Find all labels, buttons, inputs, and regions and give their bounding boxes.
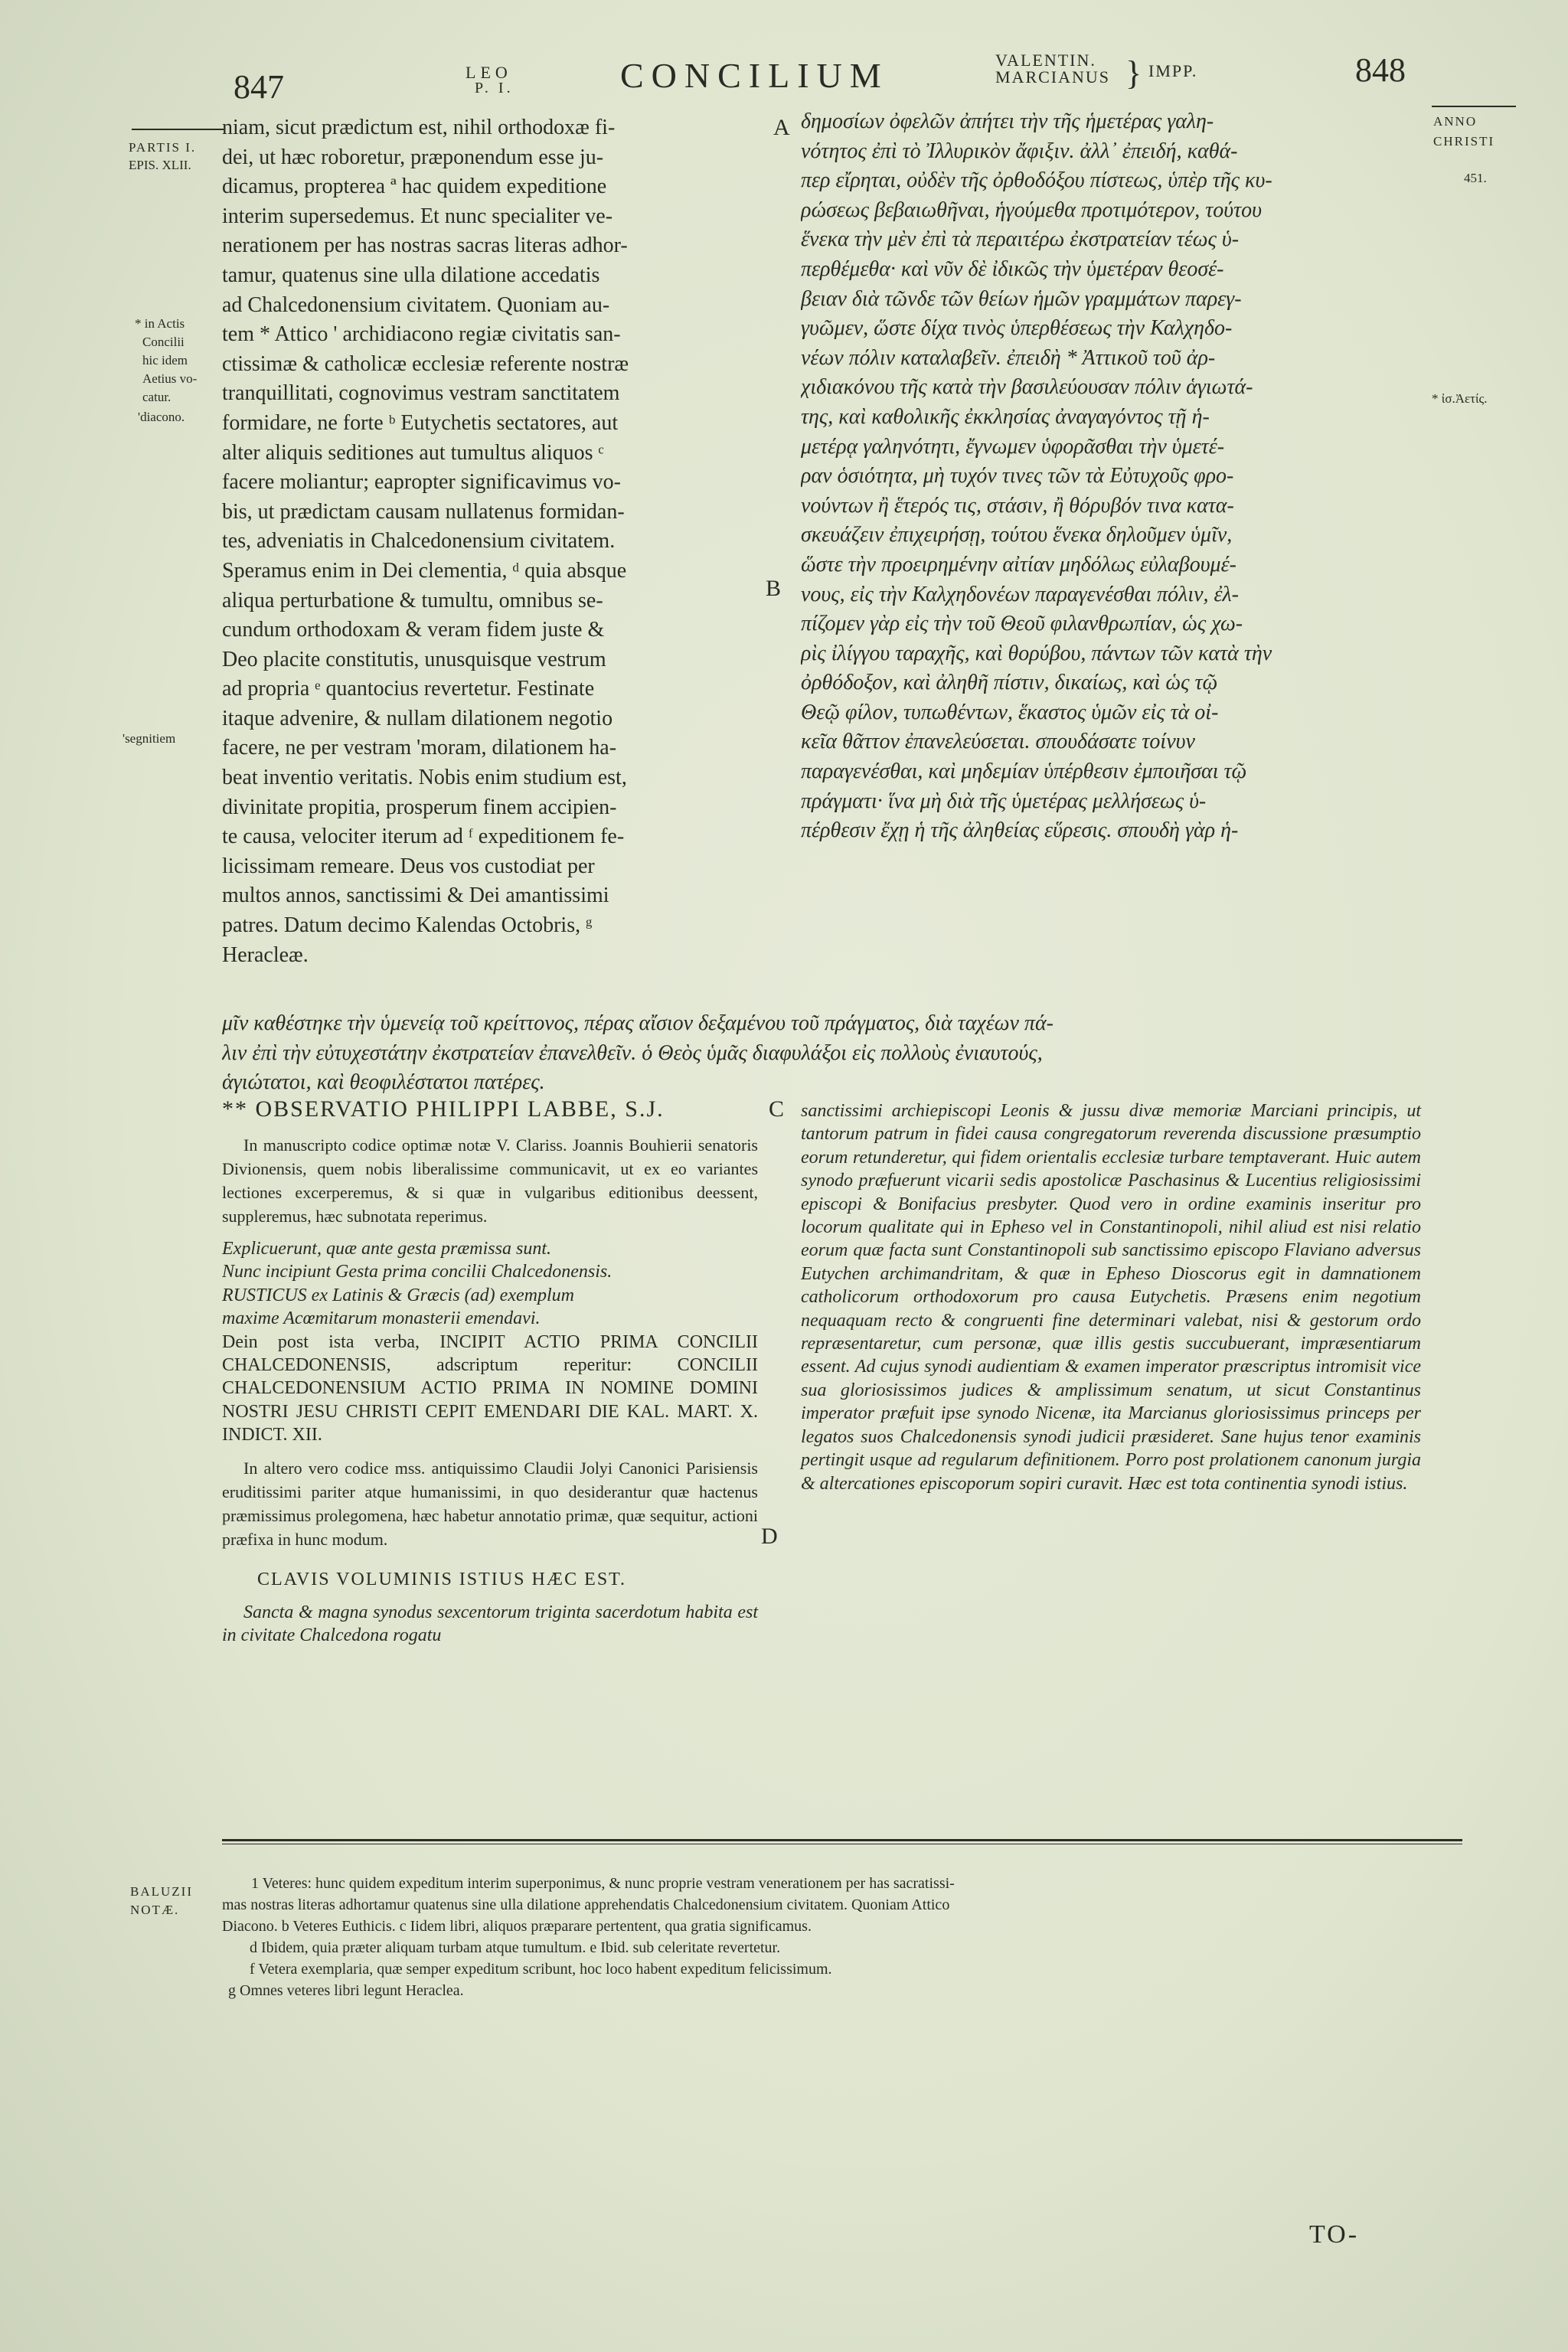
notes-label-notae: NOTÆ. — [130, 1903, 180, 1917]
text-line: tranquillitati, cognovimus vestram sanctitatem — [222, 381, 620, 406]
text-line: της, καὶ καθολικῆς ἐκκλησίας ἀναγαγόντος τῇ ἡ- — [801, 404, 1210, 429]
text-line: σκευάζειν ἐπιχειρήσῃ, τούτου ἕνεκα δηλοῦμεν ὑμῖν, — [801, 523, 1233, 547]
right-italic-column: sanctissimi archiepiscopi Leonis & jussu divæ memoriæ Marciani principis, ut tantorum patrum in fidei causa congregatorum reverenda discussione præsumptio eorum retunderetur, qui fidem orientalis ecclesiæ turbare temptaverant. Huic autem synodo præfuerunt vicarii sedis apostolicæ Paschasinus & Lucentius religiosissimi episcopi & Bonifacius presbyter. Quod vero in ordine examinis inseritur pro locorum qualitate qui in Epheso vel in Constantinopoli, nihil aliud est nisi relatio eorum quæ facta sunt Constantinopoli sub sanctissimo episcopo Flaviano adversus Eutychen archimandritam, & quæ in Epheso Dioscorus egit in damnationem catholicorum orthodoxorum pro causa Eutychetis. Præsens enim negotium nequaquam recto & congruenti fine determinari valebat, nisi & gestorum ordo repræsentaretur, cum personæ, quæ illis gestis succubuerant, impræsentiarum essent. Ad cujus synodi audientiam & examen imperator præscriptus intromisit vice sua gloriosissimos judices & amplissimum senatum, ut sicut Constantinus imperator præfuit ipse synodo Nicenæ, ita Marcianus gloriosissimus princeps per legatos suos Chalcedonensis synodi judicii præsideret. Sane hujus tenor examinis pertingit usque ad regularum definitionem. Porro post prolationem canonum jurgia & altercationes episcoporum sopiri curavit. Hæc est tota continentia synodi istius. — [801, 1101, 1421, 1494]
observatio-para1: In manuscripto codice optimæ notæ V. Clariss. Joannis Bouhierii senatoris Divionensis, quem nobis liberalissime communicavit, ut ex eo variantes lectiones excerperemus, & si quæ in vulgaribus editionibus deessent, suppleremus, hæc subnotata reperimus. — [222, 1135, 758, 1226]
text-line: περ εἴρηται, οὐδὲν τῆς ὀρθοδόξου πίστεως, ὑπὲρ τῆς κυ- — [801, 168, 1272, 193]
margin-christi: CHRISTI — [1433, 134, 1495, 149]
text-line: te causa, velociter iterum ad ᶠ expeditionem fe- — [222, 825, 625, 849]
text-line: interim supersedemus. Et nunc specialiter ve- — [222, 204, 613, 228]
text-line: niam, sicut prædictum est, nihil orthodoxæ fi- — [222, 116, 616, 139]
text-line: νέων πόλιν καταλαβεῖν. ἐπειδὴ * Ἀττικοῦ τοῦ ἀρ- — [801, 345, 1216, 370]
running-head-leo: LEO — [466, 63, 512, 82]
text-line: γυῶμεν, ὥστε δίχα τινὸς ὑπερθέσεως τὴν Καλχηδο- — [801, 316, 1233, 341]
text-line: beat inventio veritatis. Nobis enim studium est, — [222, 766, 627, 790]
margin-note-line: 'diacono. — [138, 410, 185, 424]
margin-note-line: hic idem — [142, 353, 188, 368]
text-line: ραν ὁσιότητα, μὴ τυχόν τινες τῶν τὰ Εὐτυχοῦς φρο- — [801, 464, 1234, 488]
text-line: tes, adveniatis in Chalcedonensium civitatem. — [222, 529, 616, 554]
note-line: g Omnes veteres libri legunt Heraclea. — [228, 1982, 464, 1999]
text-line: ὀρθόδοξον, καὶ ἀληθῆ πίστιν, δικαίως, καὶ ὡς τῷ — [801, 671, 1218, 695]
running-head-marcianus: MARCIANUS — [995, 67, 1111, 87]
margin-year: 451. — [1464, 171, 1487, 185]
brace-glyph: } — [1125, 54, 1142, 92]
text-line: κεῖα θᾶττον ἐπανελεύσεται. σπουδάσατε τοίνυν — [801, 730, 1195, 754]
text-line: patres. Datum decimo Kalendas Octobris, ᵍ — [222, 913, 593, 938]
text-line: Deo placite constitutis, unusquisque vestrum — [222, 647, 606, 671]
text-line: μετέρᾳ γαληνότητι, ἔγνωμεν ὑφορᾶσθαι τὴν ὑμετέ- — [801, 434, 1225, 459]
text-line: νότητος ἐπὶ τὸ Ἰλλυρικὸν ἄφιξιν. ἀλλ᾽ ἐπειδή, καθά- — [801, 139, 1238, 163]
text-line: βειαν διὰ τῶνδε τῶν θείων ἡμῶν γραμμάτων παρεγ- — [801, 286, 1242, 311]
text-line: divinitate propitia, prosperum finem accipien- — [222, 795, 617, 819]
section-letter-d: D — [761, 1524, 778, 1549]
text-line: Nunc incipiunt Gesta prima concilii Chalcedonensis. — [222, 1262, 612, 1282]
observatio-title: ** OBSERVATIO PHILIPPI LABBE, S.J. — [222, 1096, 665, 1122]
text-line: ad propria ᵉ quantocius revertetur. Festinate — [222, 677, 595, 701]
section-letter-a: A — [773, 115, 790, 140]
text-line: πέρθεσιν ἔχῃ ἡ τῆς ἀληθείας εὕρεσις. σπουδὴ γὰρ ἡ- — [801, 818, 1239, 843]
margin-rule-right — [1432, 106, 1516, 107]
note-line: Diacono. b Veteres Euthicis. c Iidem libri, aliquos præparare pertentent, qua gratia significamus. — [222, 1918, 812, 1935]
text-line: παραγενέσθαι, καὶ μηδεμίαν ὑπέρθεσιν ἐμποιῆσαι τῷ — [801, 760, 1247, 784]
text-line: ad Chalcedonensium civitatem. Quoniam au- — [222, 292, 610, 317]
margin-epis: EPIS. XLII. — [129, 158, 191, 172]
text-line: facere moliantur; eapropter significavimus vo- — [222, 470, 621, 495]
text-line: ctissimæ & catholicæ ecclesiæ referente nostræ — [222, 351, 629, 376]
text-line: maxime Acœmitarum monasterii emendavi. — [222, 1308, 541, 1329]
running-head-leo-sub: P. I. — [475, 80, 514, 96]
text-line: multos annos, sanctissimi & Dei amantissimi — [222, 884, 609, 908]
margin-rule — [132, 129, 224, 130]
note-line: d Ibidem, quia præter aliquam turbam atque tumultum. e Ibid. sub celeritate revertetur. — [250, 1939, 781, 1956]
margin-partis: PARTIS I. — [129, 140, 197, 155]
text-line: ρὶς ἰλίγγου ταραχῆς, καὶ θορύβου, πάντων τῶν κατὰ τὴν — [801, 641, 1272, 665]
margin-note-line: Concilii — [142, 335, 185, 349]
text-line: tem * Attico ' archidiacono regiæ civitatis san- — [222, 322, 621, 347]
text-line: nerationem per has nostras sacras literas adhor- — [222, 234, 628, 258]
right-page-number: 848 — [1355, 51, 1406, 89]
margin-greek-note: * ἰσ.Ἀετίς. — [1432, 391, 1488, 406]
text-line: itaque advenire, & nullam dilationem negotio — [222, 706, 613, 730]
left-page-number: 847 — [234, 68, 284, 106]
text-line: ἕνεκα τὴν μὲν ἐπὶ τὰ περαιτέρω ἐκστρατείαν τέως ὑ- — [801, 227, 1240, 252]
greek-column — [801, 107, 1421, 846]
text-line: νους, εἰς τὴν Καλχηδονέων παραγενέσθαι πόλιν, ἐλ- — [801, 582, 1240, 606]
text-line: dicamus, propterea ª hac quidem expeditione — [222, 175, 607, 199]
running-head-valentin: VALENTIN. — [995, 51, 1096, 70]
section-letter-c: C — [769, 1096, 785, 1122]
text-line: formidare, ne forte ᵇ Eutychetis sectatores, aut — [222, 410, 619, 435]
text-line: tamur, quatenus sine ulla dilatione accedatis — [222, 263, 600, 287]
text-line: δημοσίων ὀφελῶν ἀπήτει τὴν τῆς ἡμετέρας γαλη- — [801, 109, 1214, 133]
text-line: ρώσεως βεβαιωθῆναι, ἡγούμεθα προτιμότερον, τούτου — [801, 198, 1262, 222]
observatio-block — [222, 1096, 758, 1647]
margin-note-line: catur. — [142, 390, 172, 404]
note-line: 1 Veteres: hunc quidem expeditum interim superponimus, & nunc proprie vestram venerationem per has sacratissi- — [251, 1875, 955, 1892]
text-line: facere, ne per vestram 'moram, dilationem ha- — [222, 736, 617, 760]
text-line: χιδιακόνου τῆς κατὰ τὴν βασιλεύουσαν πόλιν ἁγιωτά- — [801, 375, 1253, 400]
observatio-para3: In altero vero codice mss. antiquissimo Claudii Jolyi Canonici Parisiensis eruditissimi pariter atque humanissimi, in quo desiderantur quæ hactenus præmissimus prolegomena, hæc habetur annotatio primæ, quæ sequitur, actioni præfixa in hunc modum. — [222, 1458, 758, 1549]
notes-label-baluzii: BALUZII — [130, 1884, 193, 1899]
text-line: πίζομεν γὰρ εἰς τὴν τοῦ Θεοῦ φιλανθρωπίαν, ὡς χω- — [801, 612, 1243, 636]
text-line: μῖν καθέστηκε τὴν ὑμενείᾳ τοῦ κρείττονος, πέρας αἴσιον δεξαμένου τοῦ πράγματος, διὰ ταχέων πά- — [222, 1011, 1054, 1035]
text-line: cundum orthodoxam & veram fidem juste & — [222, 618, 605, 642]
observatio-para2-tail: Dein post ista verba, INCIPIT ACTIO PRIMA CONCILII CHALCEDONENSIS, adscriptum reperitur: CONCILII CHALCEDONENSIUM ACTIO PRIMA IN NOMINE DOMINI NOSTRI JESU CHRISTI CEPIT EMENDARI DIE KAL. MART. X. INDICT. XII. — [222, 1331, 758, 1446]
clavis-text: Sancta & magna synodus sexcentorum triginta sacerdotum habita est in civitate Chalcedona rogatu — [222, 1602, 758, 1646]
notes-separator-thick — [222, 1839, 1462, 1841]
text-line: περθέμεθα· καὶ νῦν δὲ ἰδικῶς τὴν ὑμετέραν θεοσέ- — [801, 256, 1224, 281]
text-line: ὥστε τὴν προειρημένην αἰτίαν μηδόλως εὐλαβουμέ- — [801, 552, 1236, 577]
text-line: alter aliquis seditiones aut tumultus aliquos ᶜ — [222, 440, 604, 465]
text-line: Θεῷ φίλον, τυπωθέντων, ἕκαστος ὑμῶν εἰς τὰ οἰ- — [801, 700, 1219, 724]
notes-block — [222, 1873, 1478, 2001]
text-line: bis, ut prædictam causam nullatenus formidan- — [222, 499, 625, 524]
section-letter-b: B — [766, 576, 782, 601]
margin-anno: ANNO — [1433, 114, 1478, 129]
catchword: TO- — [1309, 2220, 1360, 2249]
observatio-para2-lines — [222, 1237, 758, 1331]
note-line: mas nostras literas adhortamur quatenus sine ulla dilatione apprehendatis Chalcedonensium civitatem. Quoniam Attico — [222, 1896, 950, 1913]
margin-segnitiem: 'segnitiem — [122, 731, 176, 746]
running-head-impp: IMPP. — [1148, 61, 1198, 80]
text-line: λιν ἐπὶ τὴν εὐτυχεστάτην ἐκστρατείαν ἐπανελθεῖν. ὁ Θεὸς ὑμᾶς διαφυλάξοι εἰς πολλοὺς ἐνιαυτούς, — [222, 1040, 1043, 1065]
text-line: πράγματι· ἵνα μὴ διὰ τῆς ὑμετέρας μελλήσεως ὑ- — [801, 789, 1207, 813]
text-line: dei, ut hæc roboretur, præponendum esse ju- — [222, 145, 604, 169]
text-line: ἁγιώτατοι, καὶ θεοφιλέστατοι πατέρες. — [222, 1070, 545, 1095]
text-line: licissimam remeare. Deus vos custodiat per — [222, 854, 595, 878]
page-title: CONCILIUM — [620, 56, 889, 95]
text-line: Heracleæ. — [222, 942, 309, 967]
note-line: f Vetera exemplaria, quæ semper expeditum scribunt, hoc loco habent expeditum felicissimum. — [250, 1961, 832, 1978]
greek-continuation — [222, 1009, 1462, 1098]
margin-note-line: * in Actis — [135, 316, 185, 331]
text-line: RUSTICUS ex Latinis & Græcis (ad) exemplum — [222, 1285, 574, 1305]
latin-column — [222, 113, 758, 970]
clavis-heading: CLAVIS VOLUMINIS ISTIUS HÆC EST. — [257, 1569, 627, 1589]
text-line: Speramus enim in Dei clementia, ᵈ quia absque — [222, 558, 627, 583]
text-line: aliqua perturbatione & tumultu, omnibus se- — [222, 588, 603, 612]
margin-note-line: Aetius vo- — [142, 371, 198, 386]
text-line: νούντων ἢ ἕτερός τις, στάσιν, ἢ θόρυβόν τινα κατα- — [801, 493, 1234, 518]
text-line: Explicuerunt, quæ ante gesta præmissa sunt. — [222, 1239, 551, 1259]
